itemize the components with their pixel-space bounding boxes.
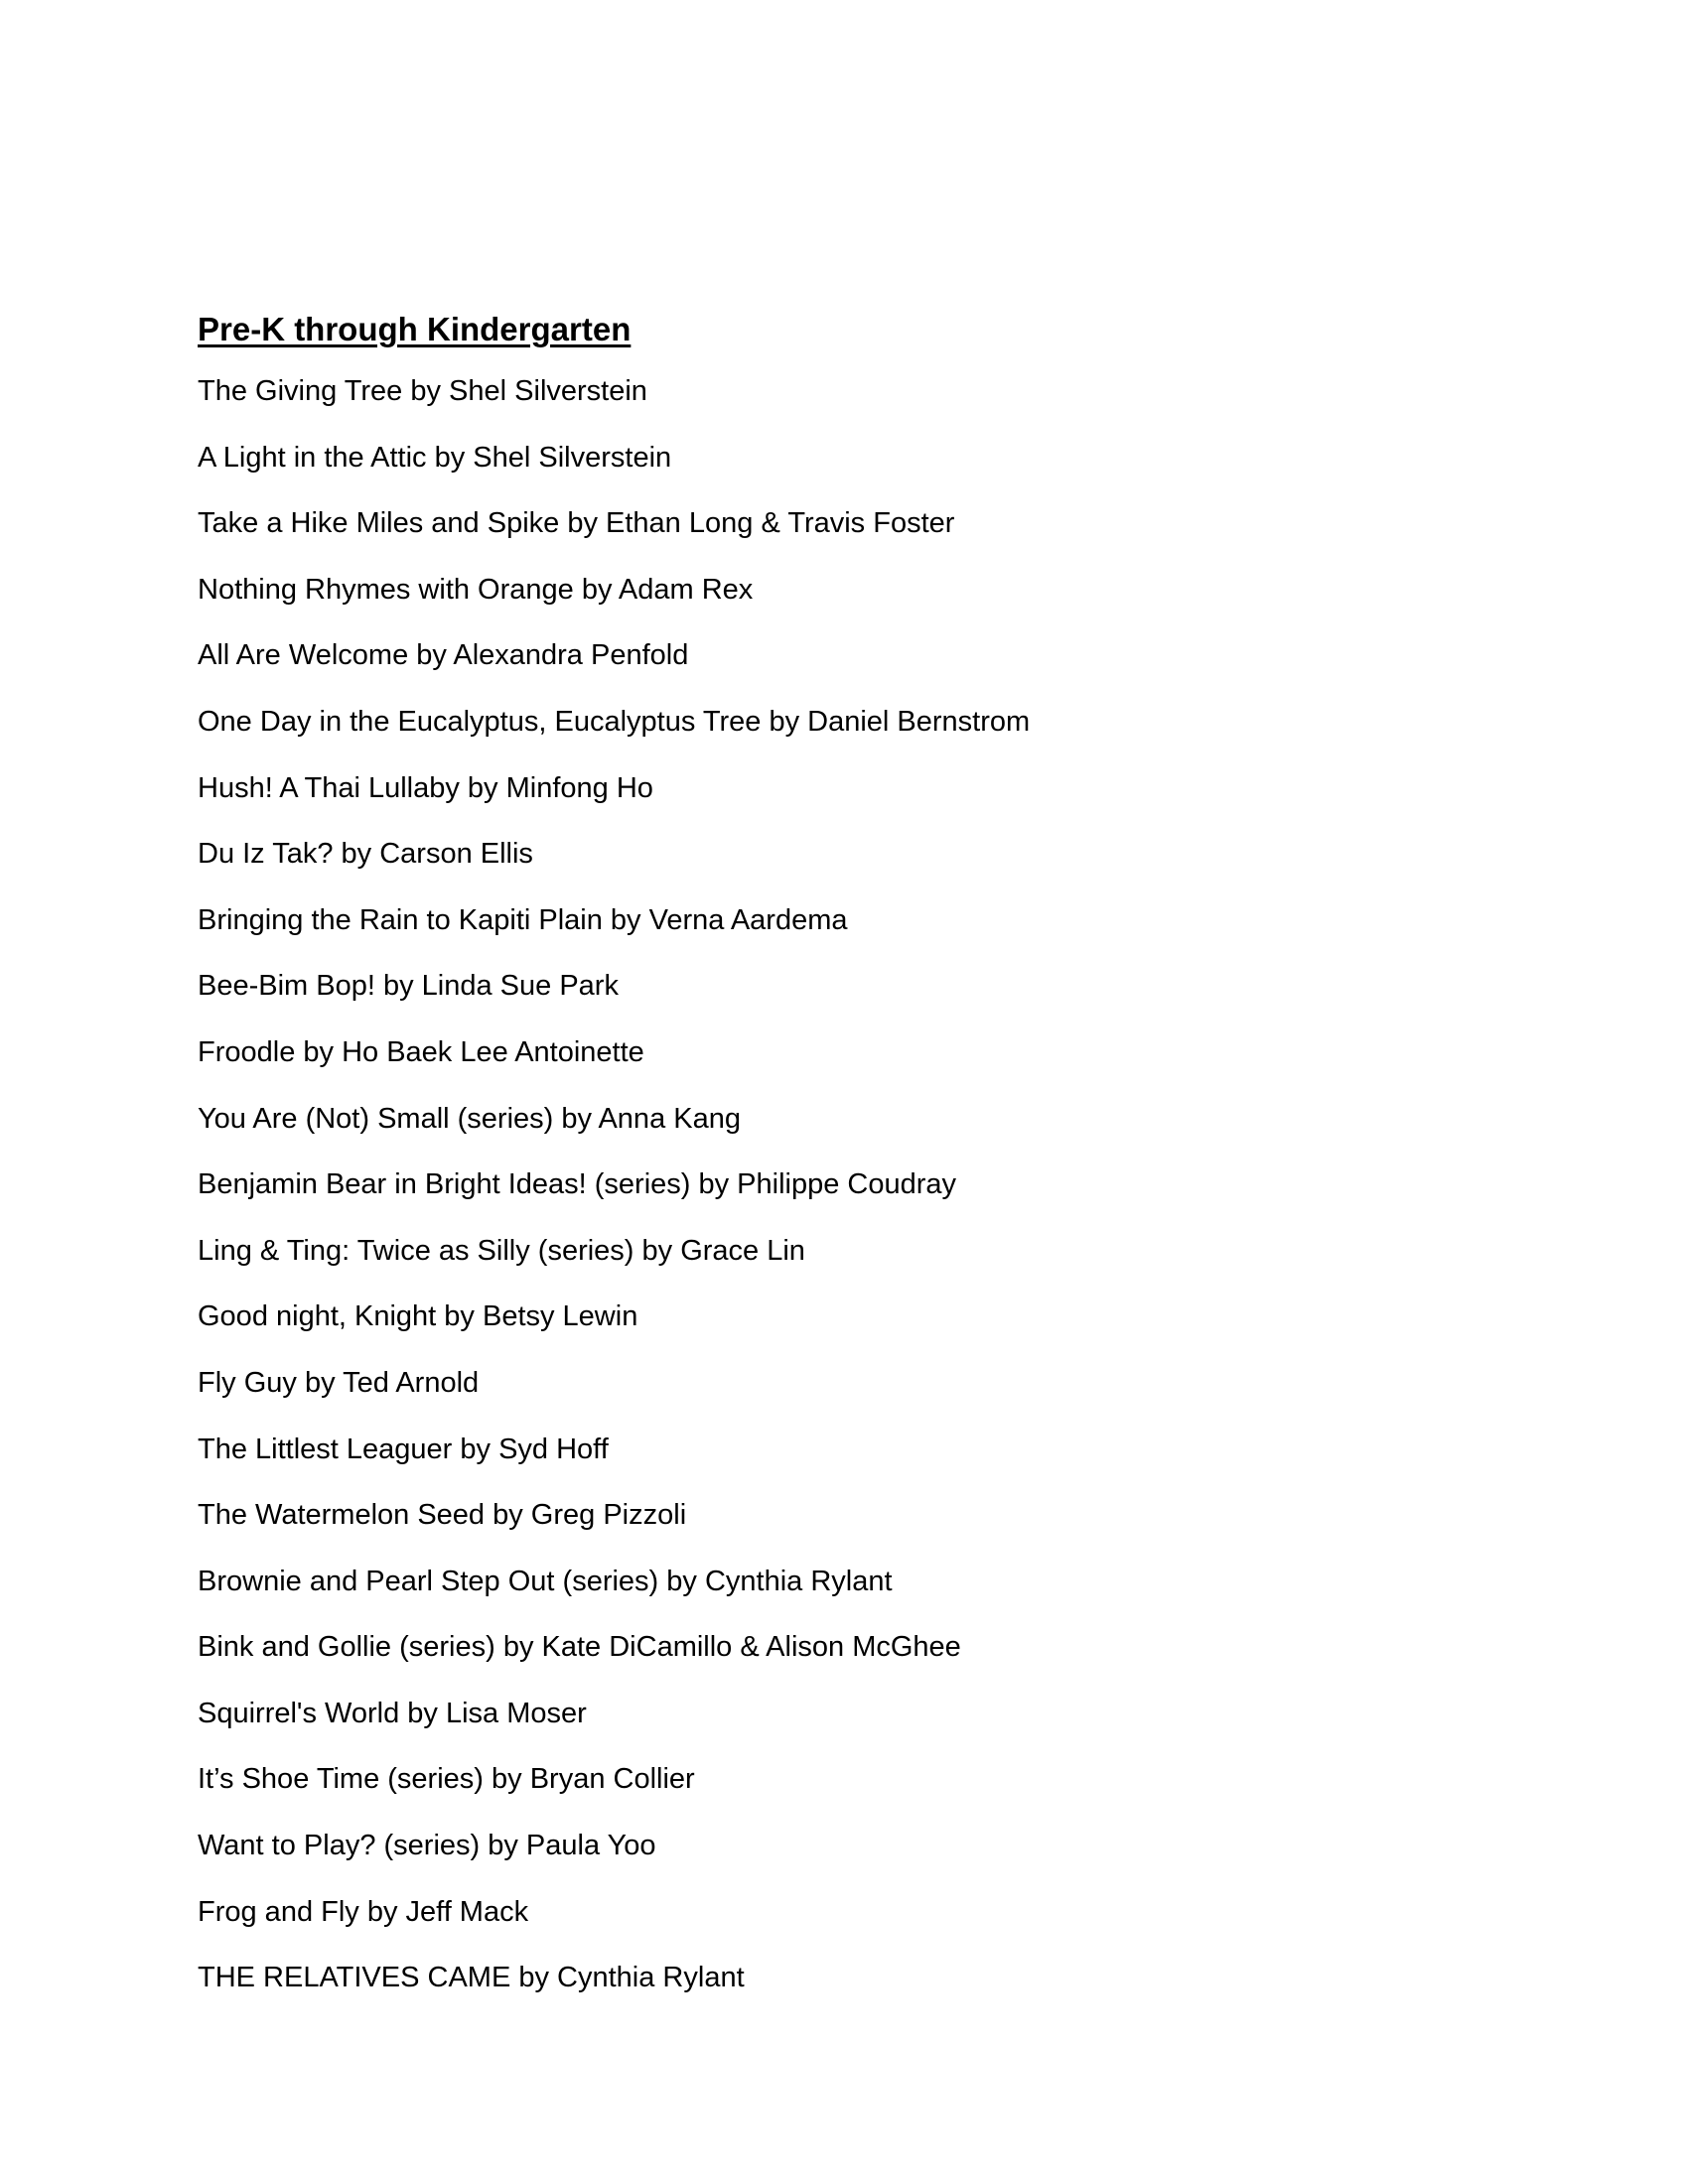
book-item: Ling & Ting: Twice as Silly (series) by Grace Lin bbox=[198, 1234, 805, 1267]
book-item: Squirrel's World by Lisa Moser bbox=[198, 1697, 587, 1729]
book-item: Take a Hike Miles and Spike by Ethan Long & Travis Foster bbox=[198, 507, 955, 540]
page-content bbox=[198, 306, 1488, 2024]
book-item: Good night, Knight by Betsy Lewin bbox=[198, 1300, 638, 1333]
section-heading: Pre-K through Kindergarten bbox=[198, 311, 632, 347]
book-list bbox=[198, 371, 1488, 1997]
book-item: Want to Play? (series) by Paula Yoo bbox=[198, 1830, 656, 1862]
book-item: A Light in the Attic by Shel Silverstein bbox=[198, 441, 672, 474]
book-item: Brownie and Pearl Step Out (series) by Cynthia Rylant bbox=[198, 1565, 893, 1597]
book-item: Bee-Bim Bop! by Linda Sue Park bbox=[198, 970, 619, 1003]
book-item: It’s Shoe Time (series) by Bryan Collier bbox=[198, 1763, 695, 1796]
book-item: The Littlest Leaguer by Syd Hoff bbox=[198, 1433, 609, 1465]
book-item: Fly Guy by Ted Arnold bbox=[198, 1366, 480, 1399]
book-item: Bringing the Rain to Kapiti Plain by Verna Aardema bbox=[198, 903, 848, 936]
book-item: Hush! A Thai Lullaby by Minfong Ho bbox=[198, 771, 653, 804]
book-item: Du Iz Tak? by Carson Ellis bbox=[198, 838, 533, 871]
book-item: THE RELATIVES CAME by Cynthia Rylant bbox=[198, 1962, 745, 1994]
book-item: One Day in the Eucalyptus, Eucalyptus Tree by Daniel Bernstrom bbox=[198, 705, 1031, 738]
book-item: Frog and Fly by Jeff Mack bbox=[198, 1895, 529, 1928]
book-item: Bink and Gollie (series) by Kate DiCamillo & Alison McGhee bbox=[198, 1631, 961, 1664]
book-item: Benjamin Bear in Bright Ideas! (series) by Philippe Coudray bbox=[198, 1168, 957, 1201]
book-item: Nothing Rhymes with Orange by Adam Rex bbox=[198, 573, 754, 606]
book-item: The Watermelon Seed by Greg Pizzoli bbox=[198, 1499, 687, 1532]
book-item: You Are (Not) Small (series) by Anna Kang bbox=[198, 1102, 741, 1135]
book-item: Froodle by Ho Baek Lee Antoinette bbox=[198, 1035, 644, 1068]
book-item: The Giving Tree by Shel Silverstein bbox=[198, 375, 647, 407]
book-item: All Are Welcome by Alexandra Penfold bbox=[198, 639, 689, 672]
